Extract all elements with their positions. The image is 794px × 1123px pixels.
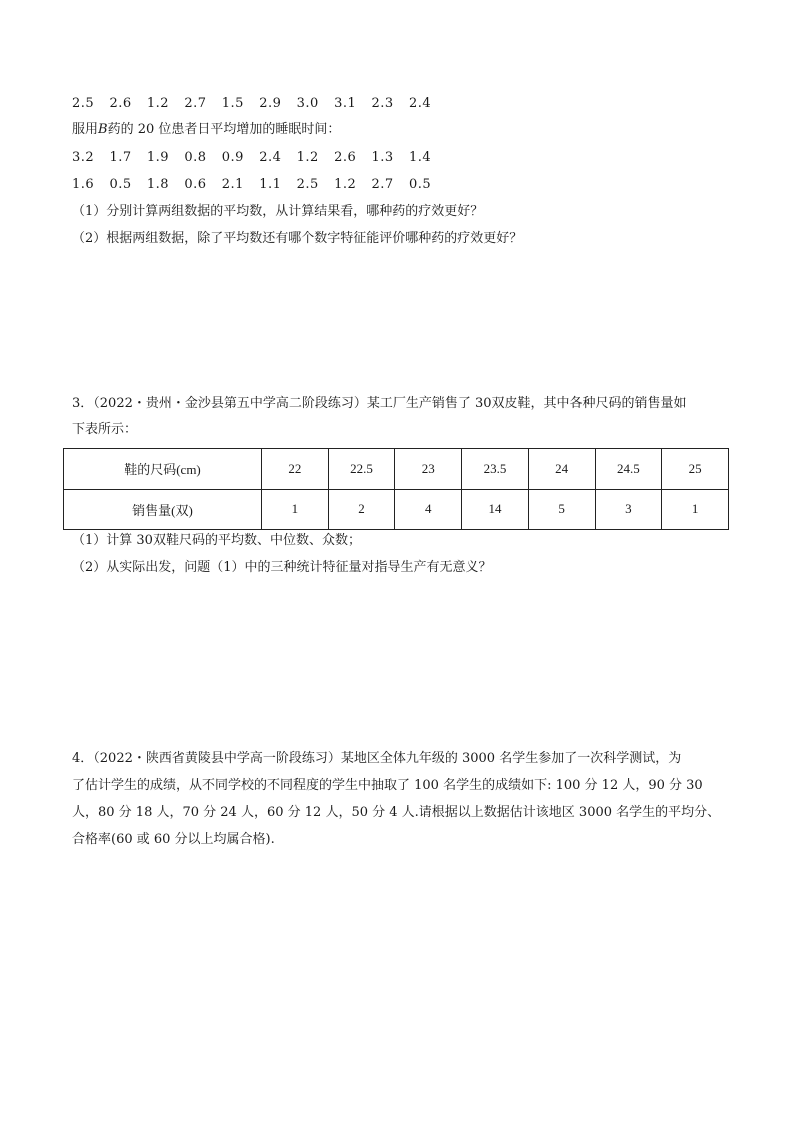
table-cell-size: 23.5 <box>462 449 529 490</box>
table-cell-sales: 1 <box>662 489 729 530</box>
q3-subquestion-1: （1）计算 30双鞋尺码的平均数、中位数、众数； <box>72 533 361 548</box>
table-cell-size: 23 <box>395 449 462 490</box>
table-row-label-sales: 销售量(双) <box>64 489 262 530</box>
drug-b-intro <box>72 121 340 139</box>
table-cell-size: 24.5 <box>595 449 662 490</box>
q4-line-3: 人，80 分 18 人，70 分 24 人，60 分 12 人，50 分 4 人.请根据以上数据估计该地区 3000 名学生的平均分、 <box>72 805 721 820</box>
q3-header-line-2: 下表所示： <box>72 422 138 437</box>
q2-subquestion-1: （1）分别计算两组数据的平均数，从计算结果看，哪种药的疗效更好？ <box>72 204 484 219</box>
table-cell-sales: 1 <box>262 489 329 530</box>
drug-b-values-row-1: 3.2 1.7 1.9 0.8 0.9 2.4 1.2 2.6 1.3 1.4 <box>72 150 432 165</box>
drug-a-values-row: 2.5 2.6 1.2 2.7 1.5 2.9 3.0 3.1 2.3 2.4 <box>72 96 432 111</box>
table-cell-sales: 2 <box>328 489 395 530</box>
table-cell-size: 24 <box>528 449 595 490</box>
drug-b-values-row-2: 1.6 0.5 1.8 0.6 2.1 1.1 2.5 1.2 2.7 0.5 <box>72 177 432 192</box>
table-cell-size: 22.5 <box>328 449 395 490</box>
q3-header-line-1: 3．（2022・贵州・金沙县第五中学高二阶段练习）某工厂生产销售了 30双皮鞋，其中各种尺码的销售量如 <box>72 396 687 411</box>
table-cell-size: 25 <box>662 449 729 490</box>
table-cell-sales: 3 <box>595 489 662 530</box>
table-cell-sales: 5 <box>528 489 595 530</box>
table-row-label-size: 鞋的尺码(cm) <box>64 449 262 490</box>
drug-b-intro-pre: 服用 <box>72 122 99 137</box>
q4-line-1: 4．（2022・陕西省黄陵县中学高一阶段练习）某地区全体九年级的 3000 名学生参加了一次科学测试，为 <box>72 751 682 766</box>
q3-subquestion-2: （2）从实际出发，问题（1）中的三种统计特征量对指导生产有无意义？ <box>72 560 492 575</box>
drug-b-intro-post: 药的 20 位患者日平均增加的睡眠时间： <box>107 122 341 137</box>
q2-subquestion-2: （2）根据两组数据，除了平均数还有哪个数字特征能评价哪种药的疗效更好？ <box>72 231 523 246</box>
q4-line-2: 了估计学生的成绩，从不同学校的不同程度的学生中抽取了 100 名学生的成绩如下: 100 分 12 人，90 分 30 <box>72 778 703 793</box>
table-row-sales <box>64 489 729 530</box>
shoe-size-sales-table <box>63 448 729 530</box>
table-cell-sales: 14 <box>462 489 529 530</box>
table-cell-size: 22 <box>262 449 329 490</box>
table-row-sizes <box>64 449 729 490</box>
drug-b-variable: B <box>98 122 108 137</box>
q4-line-4: 合格率(60 或 60 分以上均属合格). <box>72 832 275 847</box>
table-cell-sales: 4 <box>395 489 462 530</box>
